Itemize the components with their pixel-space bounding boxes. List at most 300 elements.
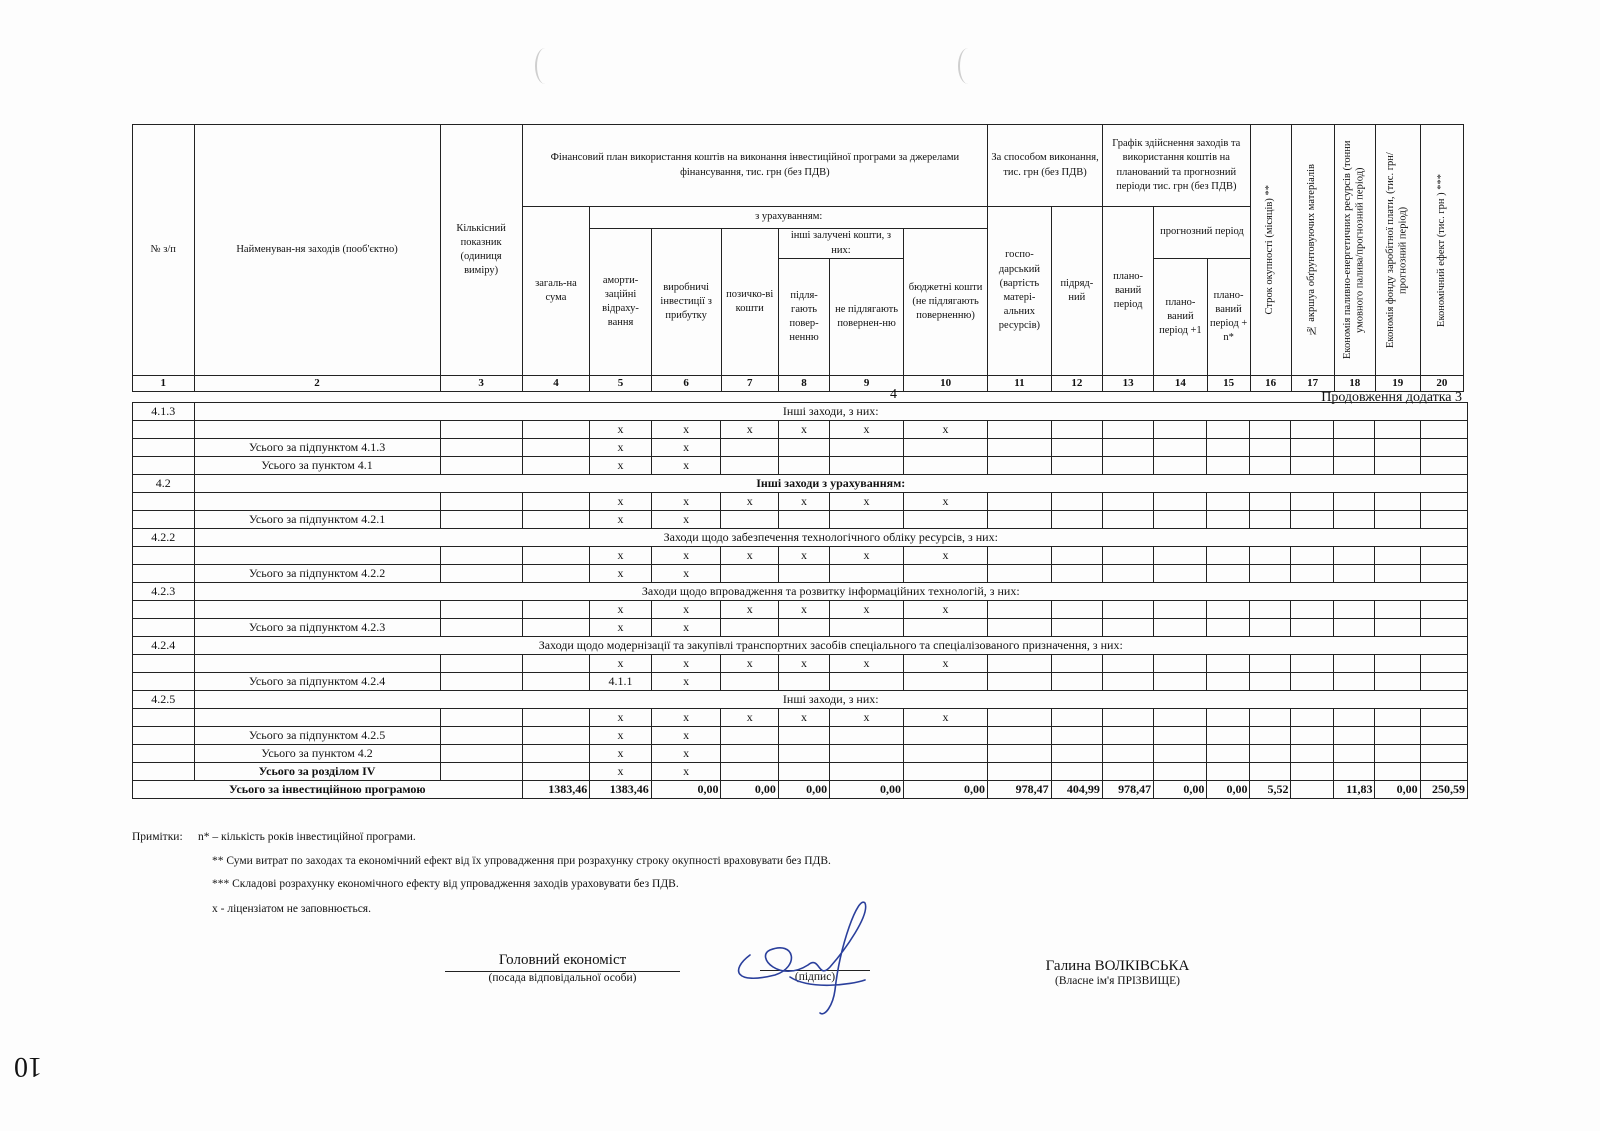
note-effect: *** Складові розрахунку економічного ефекту від упровадження заходів ураховувати без ПДВ. — [212, 878, 679, 890]
table-cell — [522, 601, 590, 619]
table-cell — [1420, 565, 1467, 583]
x-cell: х — [778, 421, 829, 439]
table-cell — [903, 673, 987, 691]
table-cell — [721, 673, 778, 691]
x-cell: х — [651, 709, 721, 727]
section-code: 4.2.2 — [133, 529, 195, 547]
planned-plusn-header: плано-ваний період + n* — [1207, 259, 1250, 376]
table-cell — [194, 421, 440, 439]
table-cell — [1102, 457, 1153, 475]
section-title: Інші заходи, з них: — [194, 691, 1467, 709]
table-cell — [1154, 727, 1207, 745]
section-row — [133, 637, 1468, 655]
table-cell — [721, 439, 778, 457]
table-cell — [1051, 511, 1102, 529]
subtotal-label: Усього за підпунктом 4.2.2 — [194, 565, 440, 583]
table-cell — [1291, 439, 1334, 457]
table-cell — [1051, 745, 1102, 763]
table-cell — [1420, 709, 1467, 727]
table-cell — [1207, 439, 1250, 457]
execution-method-header: За способом виконання, тис. грн (без ПДВ) — [988, 125, 1103, 207]
table-cell — [1420, 511, 1467, 529]
x-cell: х — [651, 493, 721, 511]
table-cell — [988, 745, 1052, 763]
column-number-cell: 17 — [1291, 376, 1334, 392]
position-block — [445, 952, 680, 984]
table-cell — [830, 511, 904, 529]
x-cell: х — [778, 547, 829, 565]
table-cell — [1250, 727, 1291, 745]
item-row — [133, 655, 1468, 673]
section-row — [133, 475, 1468, 493]
subtotal-label: Усього за пунктом 4.2 — [194, 745, 440, 763]
table-cell — [1334, 547, 1375, 565]
table-cell — [522, 745, 590, 763]
x-cell: х — [590, 655, 652, 673]
table-cell — [778, 745, 829, 763]
table-cell — [194, 655, 440, 673]
table-cell — [440, 439, 522, 457]
table-cell — [778, 673, 829, 691]
total-value-col-15: 0,00 — [1207, 781, 1250, 799]
table-cell — [1334, 439, 1375, 457]
table-cell — [1375, 619, 1420, 637]
table-cell — [830, 439, 904, 457]
section-title: Заходи щодо модернізації та закупівлі транспортних засобів спеціального та спеціалізованого призначення, з них: — [194, 637, 1467, 655]
table-cell — [194, 493, 440, 511]
total-label: Усього за інвестиційною програмою — [133, 781, 523, 799]
table-cell — [1291, 763, 1334, 781]
table-cell — [440, 763, 522, 781]
table-cell — [721, 511, 778, 529]
table-cell — [1250, 763, 1291, 781]
table-cell — [778, 763, 829, 781]
column-number-cell: 10 — [904, 376, 988, 392]
x-cell: х — [721, 493, 778, 511]
x-cell: х — [903, 655, 987, 673]
corner-handwritten-number: 10 — [14, 1051, 42, 1082]
financial-plan-header: Фінансовий план використання коштів на виконання інвестиційної програми за джерелами фінансування, тис. грн (без ПДВ) — [522, 125, 988, 207]
x-cell: х — [651, 421, 721, 439]
table-cell — [522, 727, 590, 745]
table-cell — [1375, 457, 1420, 475]
table-cell — [133, 493, 195, 511]
table-cell — [194, 547, 440, 565]
table-cell — [1291, 511, 1334, 529]
table-cell — [440, 745, 522, 763]
table-cell — [1334, 727, 1375, 745]
table-cell — [1154, 457, 1207, 475]
table-cell — [1207, 511, 1250, 529]
x-cell: х — [830, 709, 904, 727]
name-block — [1030, 958, 1205, 987]
table-cell — [988, 565, 1052, 583]
table-cell — [1207, 421, 1250, 439]
table-cell — [1291, 727, 1334, 745]
x-cell: х — [721, 547, 778, 565]
total-value-col-20: 250,59 — [1420, 781, 1467, 799]
col-number-header: № з/п — [133, 125, 195, 376]
punch-hole-left — [535, 48, 555, 84]
table-cell — [440, 601, 522, 619]
table-cell — [1051, 601, 1102, 619]
other-funds-header: інші залучені кошти, з них: — [778, 229, 903, 259]
table-cell — [1051, 439, 1102, 457]
amortization-header: аморти-заційні відраху-вання — [590, 229, 652, 376]
table-cell — [1102, 763, 1153, 781]
table-cell — [440, 709, 522, 727]
continuation-label: Продовження додатка 3 — [1321, 390, 1462, 405]
position-caption: (посада відповідальної особи) — [488, 972, 637, 984]
table-cell — [903, 457, 987, 475]
x-cell: х — [651, 439, 721, 457]
x-cell: х — [830, 547, 904, 565]
table-cell — [1102, 655, 1153, 673]
column-number-cell: 19 — [1375, 376, 1420, 392]
x-cell: х — [903, 421, 987, 439]
table-cell — [522, 493, 590, 511]
table-cell — [903, 511, 987, 529]
table-cell — [522, 709, 590, 727]
table-cell — [903, 439, 987, 457]
subtotal-row — [133, 745, 1468, 763]
total-value-col-6: 0,00 — [651, 781, 721, 799]
page-number: 4 — [890, 387, 897, 402]
handwritten-signature — [720, 895, 880, 1020]
table-cell — [988, 457, 1052, 475]
table-cell — [1291, 493, 1334, 511]
col-quantity-header: Кількісний показник (одиниця виміру) — [440, 125, 522, 376]
table-cell — [1102, 619, 1153, 637]
table-cell — [778, 727, 829, 745]
table-cell — [1154, 493, 1207, 511]
x-cell: х — [590, 493, 652, 511]
table-cell — [1375, 655, 1420, 673]
item-row — [133, 421, 1468, 439]
table-cell — [1420, 673, 1467, 691]
table-cell — [522, 511, 590, 529]
table-cell — [721, 457, 778, 475]
table-cell — [1051, 421, 1102, 439]
table-cell — [1291, 547, 1334, 565]
table-cell — [1102, 439, 1153, 457]
table-cell — [1102, 421, 1153, 439]
column-number-cell: 5 — [590, 376, 652, 392]
table-cell — [1154, 421, 1207, 439]
table-cell — [1334, 655, 1375, 673]
section-title: Інші заходи з урахуванням: — [194, 475, 1467, 493]
table-cell — [1051, 673, 1102, 691]
table-cell — [988, 493, 1052, 511]
table-cell — [1420, 619, 1467, 637]
table-cell — [1250, 601, 1291, 619]
table-cell — [1102, 601, 1153, 619]
column-number-cell: 20 — [1420, 376, 1463, 392]
name-caption: (Власне ім'я ПРІЗВИЩЕ) — [1054, 975, 1180, 987]
subtotal-row — [133, 673, 1468, 691]
x-cell: х — [778, 601, 829, 619]
table-cell — [988, 727, 1052, 745]
table-cell — [1102, 709, 1153, 727]
total-value-col-5: 1383,46 — [590, 781, 652, 799]
x-cell: х — [651, 745, 721, 763]
column-number-cell: 16 — [1250, 376, 1291, 392]
table-cell — [1291, 421, 1334, 439]
x-cell: х — [590, 709, 652, 727]
table-cell — [1375, 727, 1420, 745]
x-cell: х — [778, 493, 829, 511]
x-cell: х — [590, 421, 652, 439]
total-value-col-18: 11,83 — [1334, 781, 1375, 799]
table-cell — [903, 619, 987, 637]
table-cell — [1207, 655, 1250, 673]
table-cell — [778, 565, 829, 583]
table-cell — [830, 457, 904, 475]
table-cell — [1051, 709, 1102, 727]
x-cell: 4.1.1 — [590, 673, 652, 691]
table-cell — [440, 619, 522, 637]
column-number-cell: 7 — [721, 376, 778, 392]
table-cell — [1250, 493, 1291, 511]
table-cell — [1420, 547, 1467, 565]
table-cell — [1207, 619, 1250, 637]
x-cell: х — [590, 547, 652, 565]
table-cell — [1420, 601, 1467, 619]
table-cell — [988, 673, 1052, 691]
table-cell — [1154, 763, 1207, 781]
table-cell — [1291, 619, 1334, 637]
section-row — [133, 529, 1468, 547]
x-cell: х — [651, 547, 721, 565]
total-value-col-7: 0,00 — [721, 781, 778, 799]
table-cell — [133, 763, 195, 781]
table-cell — [1250, 511, 1291, 529]
returnable-header: підля-гають повер-ненню — [778, 259, 829, 376]
section-row — [133, 691, 1468, 709]
table-cell — [830, 619, 904, 637]
x-cell: х — [830, 421, 904, 439]
total-value-col-8: 0,00 — [778, 781, 829, 799]
total-value-col-17 — [1291, 781, 1334, 799]
table-cell — [522, 439, 590, 457]
table-cell — [1207, 709, 1250, 727]
table-cell — [1334, 565, 1375, 583]
column-number-cell: 12 — [1051, 376, 1102, 392]
subtotal-label: Усього за підпунктом 4.1.3 — [194, 439, 440, 457]
table-cell — [1334, 493, 1375, 511]
total-value-col-16: 5,52 — [1250, 781, 1291, 799]
table-cell — [1375, 709, 1420, 727]
item-row — [133, 601, 1468, 619]
total-value-col-19: 0,00 — [1375, 781, 1420, 799]
table-cell — [1250, 745, 1291, 763]
table-cell — [778, 439, 829, 457]
table-cell — [1420, 727, 1467, 745]
x-cell: х — [590, 565, 652, 583]
table-cell — [1051, 493, 1102, 511]
total-value-col-13: 978,47 — [1102, 781, 1153, 799]
table-cell — [1207, 745, 1250, 763]
section-code: 4.1.3 — [133, 403, 195, 421]
production-investment-header: виробничі інвестиції з прибутку — [651, 229, 721, 376]
table-cell — [1420, 763, 1467, 781]
column-number-cell: 8 — [778, 376, 829, 392]
table-cell — [522, 655, 590, 673]
table-cell — [522, 763, 590, 781]
x-cell: х — [721, 709, 778, 727]
table-cell — [988, 439, 1052, 457]
table-cell — [1334, 709, 1375, 727]
planned-period-header: плано-ваний період — [1102, 207, 1153, 376]
column-number-cell: 3 — [440, 376, 522, 392]
total-value-col-4: 1383,46 — [522, 781, 590, 799]
x-cell: х — [830, 601, 904, 619]
table-cell — [1102, 511, 1153, 529]
fuel-economy-header: Економія паливно-енергетичних ресурсів (тонни умовного палива/прогнозний період) — [1334, 125, 1375, 376]
x-cell: х — [903, 601, 987, 619]
table-cell — [1250, 565, 1291, 583]
x-cell: х — [651, 511, 721, 529]
table-cell — [1420, 655, 1467, 673]
table-cell — [1250, 457, 1291, 475]
table-cell — [1051, 727, 1102, 745]
col-name-header: Найменуван-ня заходів (пооб'єктно) — [194, 125, 440, 376]
table-cell — [440, 421, 522, 439]
table-cell — [133, 511, 195, 529]
item-row — [133, 547, 1468, 565]
x-cell: х — [590, 457, 652, 475]
x-cell: х — [651, 565, 721, 583]
table-cell — [1375, 493, 1420, 511]
loan-funds-header: позичко-ві кошти — [721, 229, 778, 376]
table-cell — [1051, 655, 1102, 673]
table-cell — [1154, 709, 1207, 727]
table-cell — [522, 547, 590, 565]
table-cell — [1154, 619, 1207, 637]
x-cell: х — [590, 727, 652, 745]
table-cell — [1420, 421, 1467, 439]
x-cell: х — [778, 709, 829, 727]
table-cell — [1102, 493, 1153, 511]
table-cell — [1207, 601, 1250, 619]
subtotal-label: Усього за підпунктом 4.2.1 — [194, 511, 440, 529]
table-cell — [1102, 547, 1153, 565]
table-cell — [1334, 745, 1375, 763]
punch-hole-right — [958, 48, 978, 84]
table-cell — [1375, 421, 1420, 439]
column-number-cell: 18 — [1334, 376, 1375, 392]
table-cell — [1102, 727, 1153, 745]
table-cell — [1291, 673, 1334, 691]
section-code: 4.2 — [133, 475, 195, 493]
section-row — [133, 403, 1468, 421]
table-cell — [721, 619, 778, 637]
table-cell — [133, 565, 195, 583]
x-cell: х — [651, 673, 721, 691]
column-number-cell: 13 — [1102, 376, 1153, 392]
table-cell — [1291, 745, 1334, 763]
table-cell — [1334, 421, 1375, 439]
payback-header: Строк окупності (місяців) ** — [1250, 125, 1291, 376]
economic-effect-header: Економічний ефект (тис. грн ) *** — [1420, 125, 1463, 376]
table-cell — [830, 745, 904, 763]
table-cell — [1291, 601, 1334, 619]
section-row — [133, 583, 1468, 601]
table-cell — [522, 619, 590, 637]
table-cell — [1375, 547, 1420, 565]
table-cell — [1375, 763, 1420, 781]
table-cell — [1102, 745, 1153, 763]
section-code: 4.2.3 — [133, 583, 195, 601]
x-cell: х — [590, 763, 652, 781]
table-cell — [988, 709, 1052, 727]
x-cell: х — [651, 727, 721, 745]
column-number-cell: 6 — [651, 376, 721, 392]
table-cell — [1154, 511, 1207, 529]
table-cell — [1207, 763, 1250, 781]
table-cell — [522, 457, 590, 475]
column-number-cell: 4 — [522, 376, 590, 392]
total-value-col-14: 0,00 — [1154, 781, 1207, 799]
table-cell — [1154, 547, 1207, 565]
subtotal-row — [133, 511, 1468, 529]
table-cell — [1250, 619, 1291, 637]
table-cell — [440, 565, 522, 583]
column-number-cell: 14 — [1154, 376, 1207, 392]
grand-total-row — [133, 781, 1468, 799]
forecast-period-header: прогнозний період — [1154, 207, 1250, 259]
table-cell — [1051, 763, 1102, 781]
table-cell — [988, 763, 1052, 781]
table-cell — [988, 601, 1052, 619]
table-cell — [1250, 709, 1291, 727]
table-cell — [1207, 565, 1250, 583]
section-title: Заходи щодо впровадження та розвитку інформаційних технологій, з них: — [194, 583, 1467, 601]
table-cell — [1291, 655, 1334, 673]
table-cell — [1291, 457, 1334, 475]
position-title: Головний економіст — [498, 952, 627, 968]
subtotal-label: Усього за підпунктом 4.2.5 — [194, 727, 440, 745]
table-cell — [1250, 439, 1291, 457]
own-method-header: госпо-дарський (вартість матері-альних ресурсів) — [988, 207, 1052, 376]
table-cell — [1207, 673, 1250, 691]
subtotal-row — [133, 763, 1468, 781]
planned-plus1-header: плано-ваний період +1 — [1154, 259, 1207, 376]
x-cell: х — [590, 601, 652, 619]
table-cell — [903, 745, 987, 763]
table-cell — [830, 673, 904, 691]
column-number-cell: 11 — [988, 376, 1052, 392]
table-cell — [1334, 673, 1375, 691]
x-cell: х — [651, 601, 721, 619]
section-code: 4.2.5 — [133, 691, 195, 709]
subtotal-row — [133, 439, 1468, 457]
schedule-header: Графік здійснення заходів та використання коштів на планований та прогнозний періоди тис. грн (без ПДВ) — [1102, 125, 1250, 207]
table-cell — [1334, 619, 1375, 637]
table-cell — [522, 673, 590, 691]
subtotal-row — [133, 619, 1468, 637]
item-row — [133, 709, 1468, 727]
table-cell — [1154, 439, 1207, 457]
table-cell — [903, 565, 987, 583]
table-cell — [1051, 547, 1102, 565]
x-cell: х — [830, 655, 904, 673]
act-number-header: № акршуа обґрунтовуючих матеріалів — [1291, 125, 1334, 376]
subtotal-row — [133, 727, 1468, 745]
table-cell — [1420, 493, 1467, 511]
table-cell — [1102, 673, 1153, 691]
table-cell — [133, 421, 195, 439]
